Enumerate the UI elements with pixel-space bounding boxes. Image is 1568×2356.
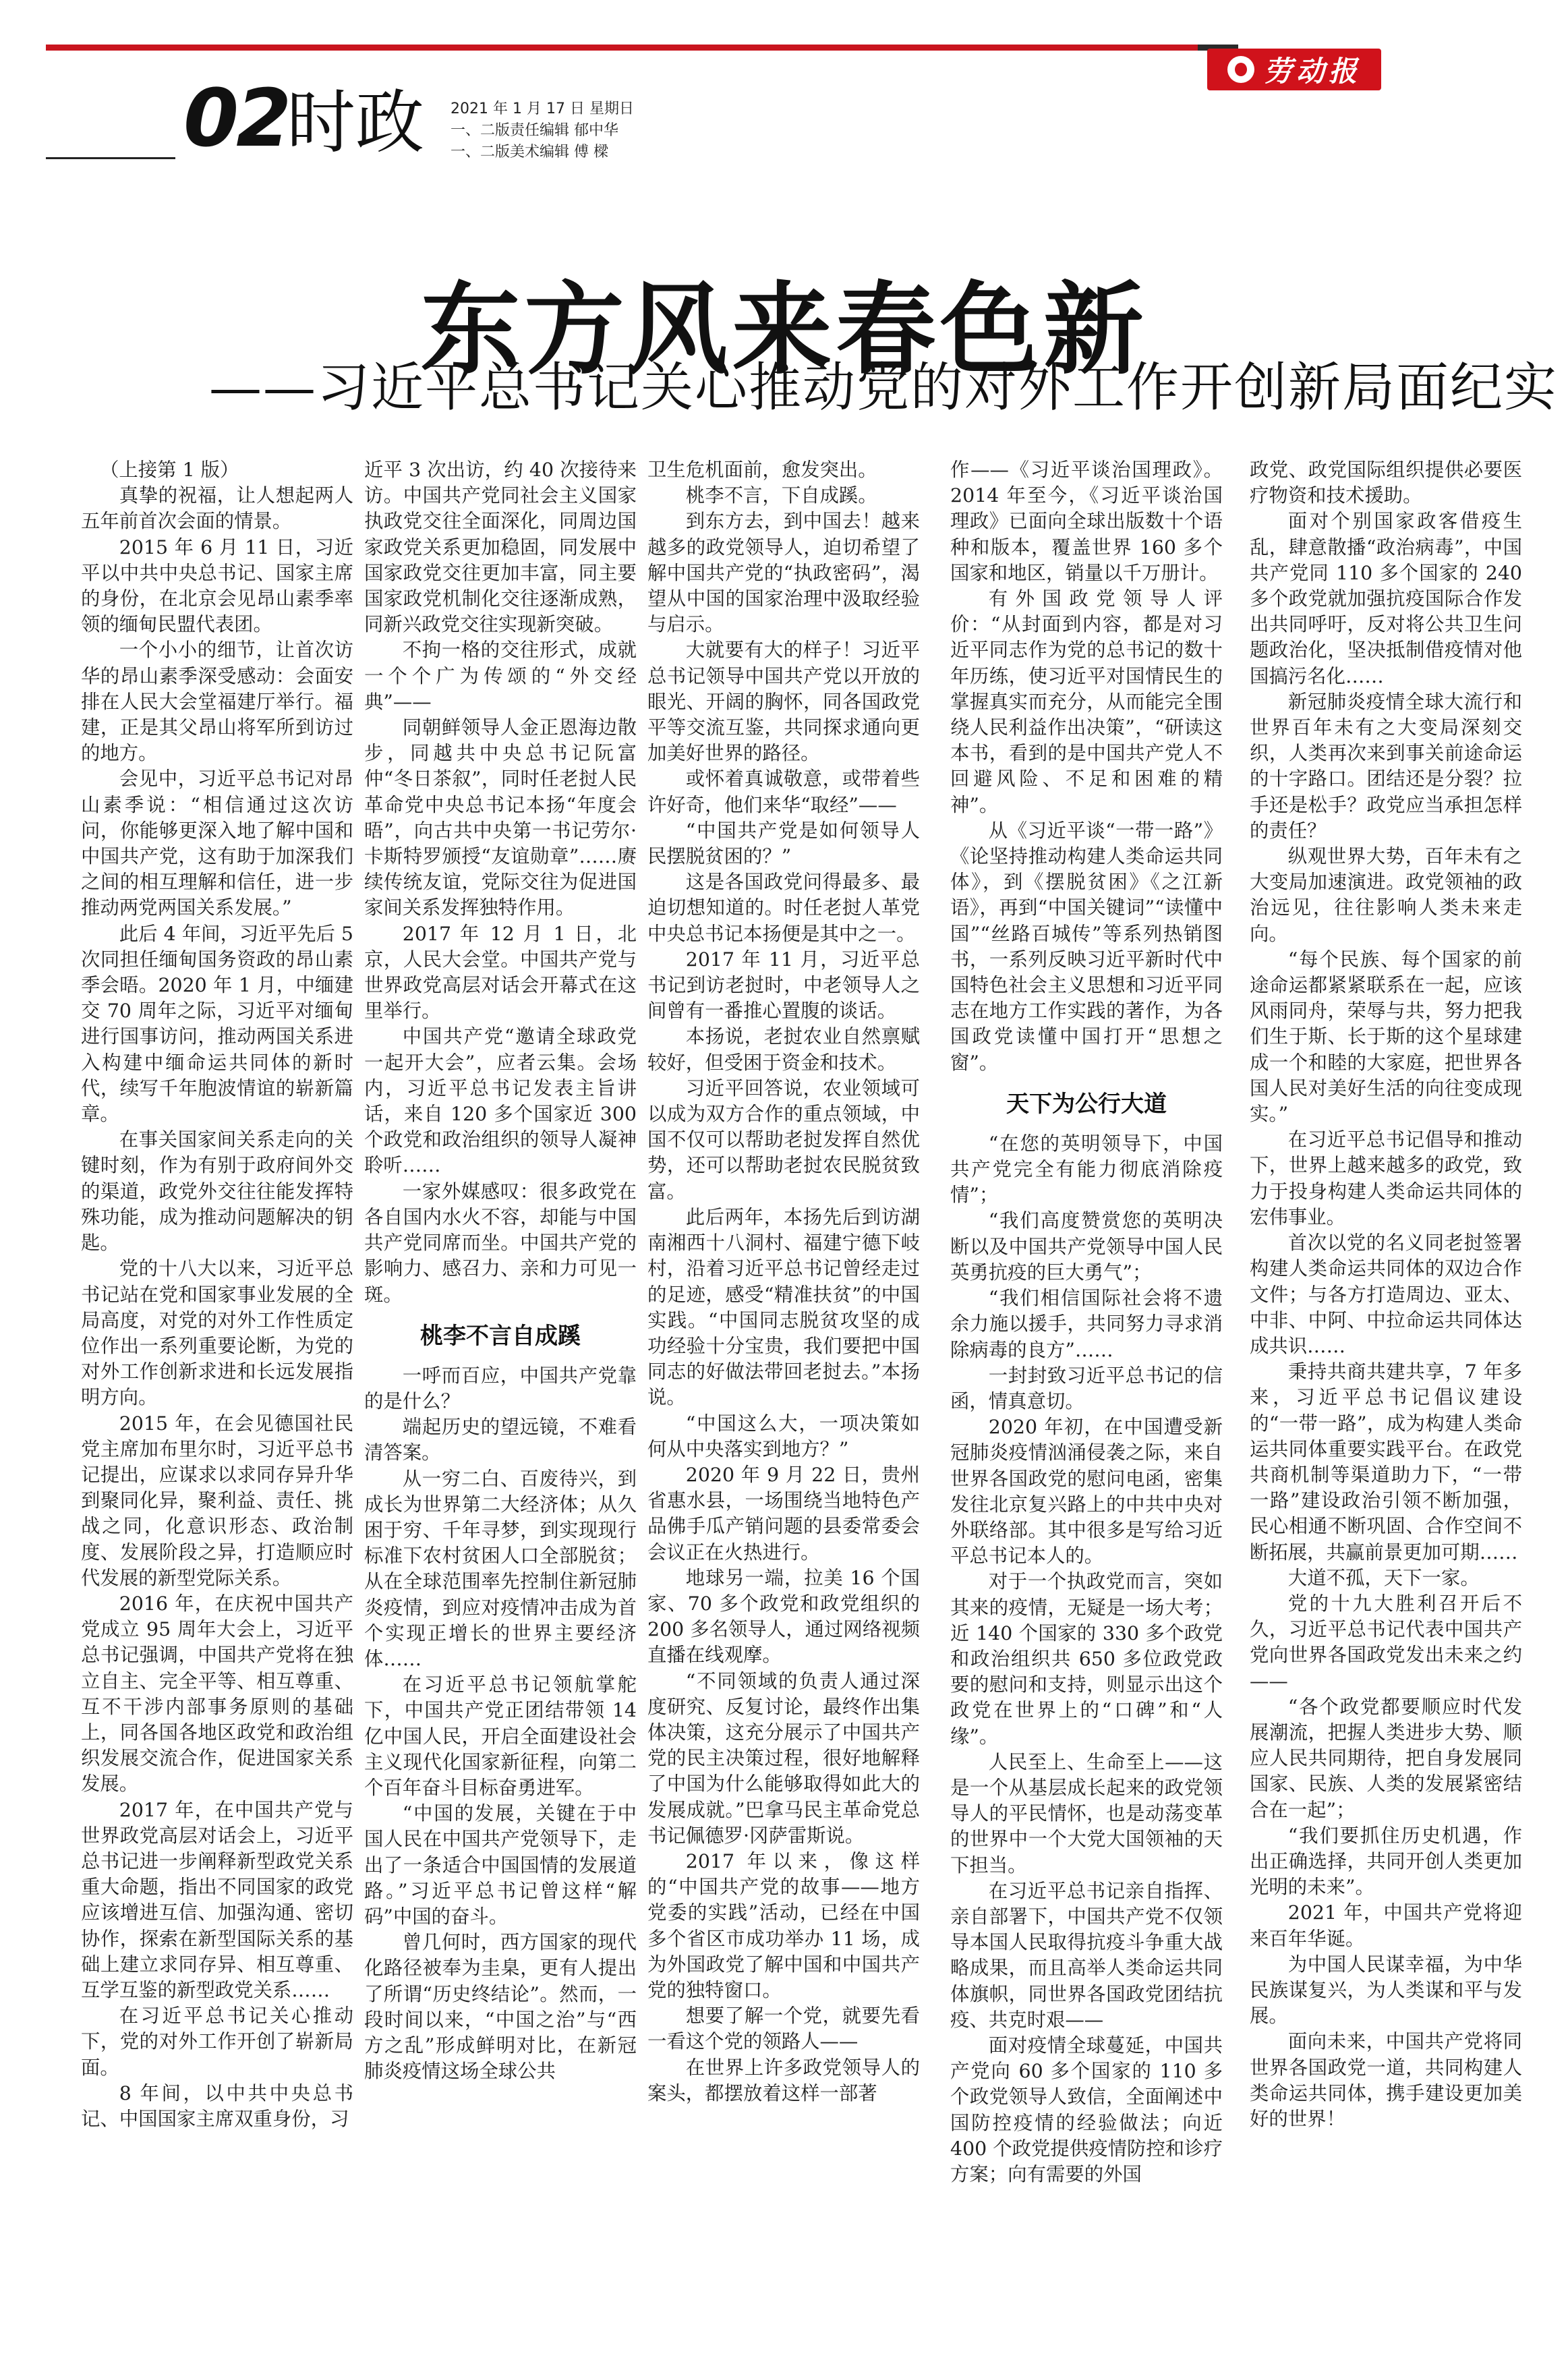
article-paragraph: 中国共产党“邀请全球政党一起开大会”，应者云集。会场内，习近平总书记发表主旨讲话，来自 120 多个国家近 300 个政党和政治组织的领导人凝神聆听……: [364, 1025, 637, 1177]
article-paragraph: “每个民族、每个国家的前途命运都紧紧联系在一起，应该风雨同舟，荣辱与共，努力把我们生于斯、长于斯的这个星球建成一个和睦的大家庭，把世界各国人民对美好生活的向往变成现实。”: [1250, 948, 1522, 1126]
article-paragraph: 一家外媒感叹：很多政党在各自国内水火不容，却能与中国共产党同席而坐。中国共产党的影响力、感召力、亲和力可见一斑。: [364, 1180, 637, 1306]
section-title: 时政: [287, 83, 424, 163]
article-paragraph: 一呼而百应，中国共产党靠的是什么？: [364, 1364, 637, 1412]
article-paragraph: 新冠肺炎疫情全球大流行和世界百年未有之大变局深刻交织，人类再次来到事关前途命运的十字路口。团结还是分裂？拉手还是松手？政党应当承担怎样的责任？: [1250, 690, 1522, 842]
issue-date: 2021 年 1 月 17 日 星期日: [451, 100, 634, 117]
article-paragraph: 一封封致习近平总书记的信函，情真意切。: [950, 1364, 1223, 1412]
article-paragraph: 习近平回答说，农业领域可以成为双方合作的重点领域，中国不仅可以帮助老挝发挥自然优势，还可以帮助老挝农民脱贫致富。: [647, 1076, 920, 1203]
article-paragraph: 或怀着真诚敬意，或带着些许好奇，他们来华“取经”——: [647, 768, 920, 816]
article-paragraph: 从一穷二白、百废待兴，到成长为世界第二大经济体；从久困于穷、千年寻梦，到实现现行标准下农村贫困人口全部脱贫；从在全球范围率先控制住新冠肺炎疫情，到应对疫情冲击成为首个实现正增长的世界主要经济体……: [364, 1467, 637, 1670]
article-paragraph: “我们相信国际社会将不遗余力施以援手，共同努力寻求消除病毒的良方”……: [950, 1287, 1223, 1361]
art-editor-credit: 一、二版美术编辑 傅 樑: [451, 144, 608, 161]
article-paragraph: “各个政党都要顺应时代发展潮流，把握人类进步大势、顺应人民共同期待，把自身发展同国家、民族、人类的发展紧密结合在一起”；: [1250, 1695, 1522, 1821]
article-paragraph: “中国共产党是如何领导人民摆脱贫困的？”: [647, 819, 920, 868]
article-paragraph: 面对疫情全球蔓延，中国共产党向 60 多个国家的 110 多个政党领导人致信，全面阐述中国防控疫情的经验做法；向近 400 个政党提供疫情防控和诊疗方案；向有需要的外国: [950, 2034, 1223, 2185]
article-paragraph: 2020 年 9 月 22 日，贵州省惠水县，一场围绕当地特色产品佛手瓜产销问题的县委常委会会议正在火热进行。: [647, 1463, 920, 1563]
article-paragraph: 在习近平总书记关心推动下，党的对外工作开创了崭新局面。: [81, 2005, 353, 2079]
article-paragraph: “我们高度赞赏您的英明决断以及中国共产党领导中国人民英勇抗疫的巨大勇气”；: [950, 1209, 1223, 1284]
article-paragraph: 会见中，习近平总书记对昂山素季说：“相信通过这次访问，你能够更深入地了解中国和中国共产党，这有助于加深我们之间的相互理解和信任，进一步推动两党两国关系发展。”: [81, 768, 353, 919]
section-heading: 天下为公行大道: [1006, 1090, 1167, 1118]
article-paragraph: 在习近平总书记亲自指挥、亲自部署下，中国共产党不仅领导本国人民取得抗疫斗争重大战略成果，而且高举人类命运共同体旗帜，同世界各国政党团结抗疫、共克时艰——: [950, 1879, 1223, 2031]
article-paragraph: 政党、政党国际组织提供必要医疗物资和技术援助。: [1250, 459, 1522, 507]
article-paragraph: “在您的英明领导下，中国共产党完全有能力彻底消除疫情”；: [950, 1132, 1223, 1207]
article-column-4: [950, 457, 1223, 2346]
article-paragraph: 作——《习近平谈治国理政》。2014 年至今，《习近平谈治国理政》已面向全球出版数十个语种和版本，覆盖世界 160 多个国家和地区，销量以千万册计。: [950, 459, 1223, 584]
article-paragraph: 秉持共商共建共享，7 年多来，习近平总书记倡议建设的“一带一路”，成为构建人类命运共同体重要实践平台。在政党共商机制等渠道助力下，“一带一路”建设政治引领不断加强，民心相通不断巩固、合作空间不断拓展，共赢前景更加可期……: [1250, 1360, 1522, 1563]
article-paragraph: 真挚的祝福，让人想起两人五年前首次会面的情景。: [81, 484, 353, 533]
article-paragraph: 此后两年，本扬先后到访湖南湘西十八洞村、福建宁德下岐村，沿着习近平总书记曾经走过的足迹，感受“精准扶贫”的中国实践。“中国同志脱贫攻坚的成功经验十分宝贵，我们要把中国同志的好做法带回老挝去。”本扬说。: [647, 1205, 920, 1409]
article-paragraph: 本扬说，老挝农业自然禀赋较好，但受困于资金和技术。: [647, 1025, 920, 1074]
article-paragraph: “中国这么大，一项决策如何从中央落实到地方？”: [647, 1412, 920, 1460]
section-heading: 桃李不言自成蹊: [420, 1322, 581, 1350]
article-paragraph: 在世界上许多政党领导人的案头，都摆放着这样一部著: [647, 2056, 920, 2104]
article-paragraph: 2020 年初，在中国遭受新冠肺炎疫情汹涌侵袭之际，来自世界各国政党的慰问电函，密集发往北京复兴路上的中共中央对外联络部。其中很多是写给习近平总书记本人的。: [950, 1416, 1223, 1568]
top-red-rule: [46, 45, 1198, 51]
article-paragraph: 不拘一格的交往形式，成就一个个广为传颂的“外交经典”——: [364, 639, 637, 713]
article-paragraph: 想要了解一个党，就要先看一看这个党的领路人——: [647, 2005, 920, 2053]
article-paragraph: 端起历史的望远镜，不难看清答案。: [364, 1416, 637, 1464]
article-paragraph: （上接第 1 版）: [100, 459, 239, 481]
logo-emblem-icon: [1227, 56, 1254, 83]
article-paragraph: 卫生危机面前，愈发突出。: [647, 459, 877, 481]
newspaper-logo: [1207, 49, 1381, 90]
article-paragraph: “我们要抓住历史机遇，作出正确选择，共同开创人类更加光明的未来”。: [1250, 1824, 1522, 1899]
article-paragraph: 2017 年，在中国共产党与世界政党高层对话会上，习近平总书记进一步阐释新型政党关系重大命题，指出不同国家的政党应该增进互信、加强沟通、密切协作，探索在新型国际关系的基础上建立求同存异、相互尊重、互学互鉴的新型政党关系……: [81, 1798, 353, 2001]
article-paragraph: 党的十八大以来，习近平总书记站在党和国家事业发展的全局高度，对党的对外工作性质定位作出一系列重要论断，为党的对外工作创新求进和长远发展指明方向。: [81, 1257, 353, 1409]
article-paragraph: 同朝鲜领导人金正恩海边散步，同越共中央总书记阮富仲“冬日茶叙”，同时任老挝人民革命党中央总书记本扬“年度会晤”，向古共中央第一书记劳尔·卡斯特罗颁授“友谊勋章”……赓续传统友谊，党际交往为促进国家间关系发挥独特作用。: [364, 716, 637, 919]
article-column-1: [81, 457, 353, 2346]
article-paragraph: 面对个别国家政客借疫生乱，肆意散播“政治病毒”，中国共产党同 110 多个国家的 240 多个政党就加强抗疫国际合作发出共同呼吁，反对将公共卫生问题政治化，坚决抵制借疫情对他国搞污名化……: [1250, 510, 1522, 687]
page-number: 02: [183, 71, 289, 165]
article-paragraph: 2021 年，中国共产党将迎来百年华诞。: [1250, 1901, 1522, 1950]
article-paragraph: 一个小小的细节，让首次访华的昂山素季深受感动：会面安排在人民大会堂福建厅举行。福建，正是其父昂山将军所到访过的地方。: [81, 639, 353, 765]
article-paragraph: “不同领域的负责人通过深度研究、反复讨论，最终作出集体决策，这充分展示了中国共产党的民主决策过程，很好地解释了中国为什么能够取得如此大的发展成就。”巴拿马民主革命党总书记佩德罗·冈萨雷斯说。: [647, 1669, 920, 1847]
article-paragraph: 大就要有大的样子！习近平总书记领导中国共产党以开放的眼光、开阔的胸怀，同各国政党平等交流互鉴，共同探求通向更加美好世界的路径。: [647, 639, 920, 765]
article-paragraph: 8 年间，以中共中央总书记、中国国家主席双重身份，习: [81, 2081, 353, 2130]
article-paragraph: 2016 年，在庆祝中国共产党成立 95 周年大会上，习近平总书记强调，中国共产党将在独立自主、完全平等、相互尊重、互不干涉内部事务原则的基础上，同各国各地区政党和政治组织发展交流合作，促进国家关系发展。: [81, 1592, 353, 1795]
article-paragraph: 人民至上、生命至上——这是一个从基层成长起来的政党领导人的平民情怀，也是动荡变革的世界中一个大党大国领袖的天下担当。: [950, 1750, 1223, 1876]
article-paragraph: 2015 年，在会见德国社民党主席加布里尔时，习近平总书记提出，应谋求以求同存异升华到聚同化异，聚利益、责任、挑战之同，化意识形态、政治制度、发展阶段之异，打造顺应时代发展的新型党际关系。: [81, 1412, 353, 1589]
article-paragraph: 从《习近平谈“一带一路”》《论坚持推动构建人类命运共同体》，到《摆脱贫困》《之江新语》，再到“中国关键词”“读懂中国”“丝路百城传”等系列热销图书，一系列反映习近平新时代中国特色社会主义思想和习近平同志在地方工作实践的著作，为各国政党读懂中国打开“思想之窗”。: [950, 819, 1223, 1074]
article-paragraph: 有外国政党领导人评价：“从封面到内容，都是对习近平同志作为党的总书记的数十年历练，使习近平对国情民生的掌握真实而充分，从而能完全围绕人民利益作出决策”，“研读这本书，看到的是中国共产党人不回避风险、不足和困难的精神”。: [950, 587, 1223, 816]
article-paragraph: 2017 年以来，像这样的“中国共产党的故事——地方党委的实践”活动，已经在中国多个省区市成功举办 11 场，成为外国政党了解中国和中国共产党的独特窗口。: [647, 1849, 920, 2001]
article-paragraph: 2017 年 12 月 1 日，北京，人民大会堂。中国共产党与世界政党高层对话会开幕式在这里举行。: [364, 922, 637, 1023]
article-paragraph: 地球另一端，拉美 16 个国家、70 多个政党和政党组织的 200 多名领导人，通过网络视频直播在线观摩。: [647, 1566, 920, 1667]
article-paragraph: 在习近平总书记领航掌舵下，中国共产党正团结带领 14 亿中国人民，开启全面建设社会主义现代化国家新征程，向第二个百年奋斗目标奋勇进军。: [364, 1673, 637, 1799]
article-paragraph: 党的十九大胜利召开后不久，习近平总书记代表中国共产党向世界各国政党发出未来之约——: [1250, 1592, 1522, 1692]
article-paragraph: 面向未来，中国共产党将同世界各国政党一道，共同构建人类命运共同体，携手建设更加美好的世界！: [1250, 2030, 1522, 2130]
article-column-3: [647, 457, 920, 2346]
article-paragraph: 大道不孤，天下一家。: [1287, 1566, 1480, 1589]
article-paragraph: 桃李不言，下自成蹊。: [685, 484, 877, 507]
article-paragraph: 在事关国家间关系走向的关键时刻，作为有别于政府间外交的渠道，政党外交往往能发挥特殊功能，成为推动问题解决的钥匙。: [81, 1128, 353, 1255]
article-subheadline: ——习近平总书记关心推动党的对外工作开创新局面纪实: [209, 357, 1559, 418]
article-column-2: [364, 457, 637, 2346]
article-headline: 东方风来春色新: [420, 270, 1148, 389]
article-paragraph: 这是各国政党问得最多、最迫切想知道的。时任老挝人革党中央总书记本扬便是其中之一。: [647, 871, 920, 945]
article-paragraph: 在习近平总书记倡导和推动下，世界上越来越多的政党，致力于投身构建人类命运共同体的宏伟事业。: [1250, 1128, 1522, 1228]
masthead-meta: [451, 98, 634, 163]
newspaper-name: 劳动报: [1263, 55, 1361, 88]
editor-credit: 一、二版责任编辑 郁中华: [451, 122, 618, 139]
article-paragraph: 对于一个执政党而言，突如其来的疫情，无疑是一场大考；近 140 个国家的 330 多个政党和政治组织共 650 多位政党政要的慰问和支持，则显示出这个政党在世界上的“口碑”和“人缘”。: [950, 1570, 1223, 1748]
article-paragraph: “中国的发展，关键在于中国人民在中国共产党领导下，走出了一条适合中国国情的发展道路。”习近平总书记曾这样“解码”中国的奋斗。: [364, 1802, 637, 1928]
article-paragraph: 纵观世界大势，百年未有之大变局加速演进。政党领袖的政治远见，往往影响人类未来走向。: [1250, 845, 1522, 945]
section-rule: [46, 157, 175, 159]
article-column-5: [1250, 457, 1522, 2346]
article-paragraph: 2015 年 6 月 11 日，习近平以中共中央总书记、国家主席的身份，在北京会见昂山素季率领的缅甸民盟代表团。: [81, 536, 353, 636]
article-paragraph: 此后 4 年间，习近平先后 5 次同担任缅甸国务资政的昂山素季会晤。2020 年 1 月，中缅建交 70 周年之际，习近平对缅甸进行国事访问，推动两国关系进入构建中缅命运共同体的新时代，续写千年胞波情谊的崭新篇章。: [81, 922, 353, 1126]
article-paragraph: 首次以党的名义同老挝签署构建人类命运共同体的双边合作文件；与各方打造周边、亚太、中非、中阿、中拉命运共同体达成共识……: [1250, 1232, 1522, 1357]
article-paragraph: 2017 年 11 月，习近平总书记到访老挝时，中老领导人之间曾有一番推心置腹的谈话。: [647, 948, 920, 1023]
article-paragraph: 为中国人民谋幸福，为中华民族谋复兴，为人类谋和平与发展。: [1250, 1953, 1522, 2028]
article-paragraph: 到东方去，到中国去！越来越多的政党领导人，迫切希望了解中国共产党的“执政密码”，渴望从中国的国家治理中汲取经验与启示。: [647, 510, 920, 636]
article-paragraph: 曾几何时，西方国家的现代化路径被奉为圭臬，更有人提出了所谓“历史终结论”。然而，一段时间以来，“中国之治”与“西方之乱”形成鲜明对比，在新冠肺炎疫情这场全球公共: [364, 1931, 637, 2083]
article-paragraph: 近平 3 次出访，约 40 次接待来访。中国共产党同社会主义国家执政党交往全面深化，同周边国家政党关系更加稳固，同发展中国家政党交往更加丰富，同主要国家政党机制化交往逐渐成熟，同新兴政党交往实现新突破。: [364, 459, 637, 636]
